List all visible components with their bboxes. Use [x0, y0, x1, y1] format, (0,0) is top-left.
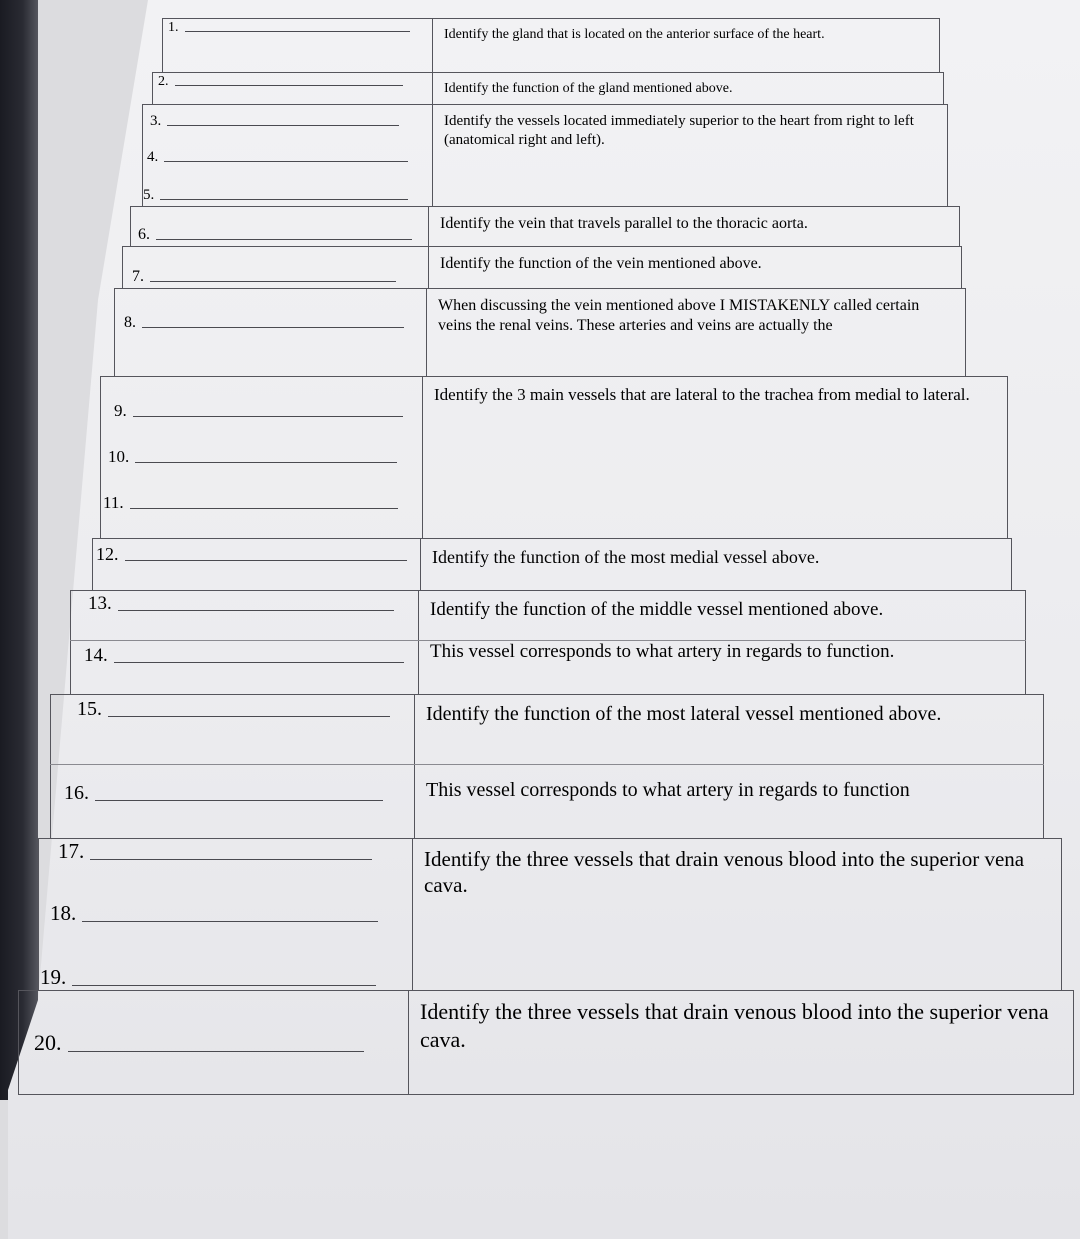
answer-line[interactable] — [64, 782, 383, 805]
item-number: 4. — [147, 149, 159, 165]
answer-line[interactable] — [103, 493, 398, 513]
answer-blank[interactable] — [160, 198, 408, 200]
answer-blank[interactable] — [90, 858, 372, 860]
question-text: Identify the function of the most medial vessel above. — [432, 547, 820, 567]
answer-blank[interactable] — [150, 280, 396, 282]
column-divider — [420, 538, 421, 590]
item-number: 14. — [84, 645, 108, 666]
answer-line[interactable] — [143, 187, 408, 204]
item-number: 12. — [96, 544, 119, 564]
column-divider — [428, 246, 429, 288]
answer-line[interactable] — [150, 113, 399, 130]
answer-line[interactable] — [147, 149, 408, 166]
answer-blank[interactable] — [133, 415, 403, 417]
answer-line[interactable] — [132, 268, 396, 286]
answer-blank[interactable] — [114, 661, 404, 663]
item-number: 7. — [132, 268, 144, 285]
answer-line[interactable] — [158, 74, 403, 90]
column-divider — [422, 376, 423, 538]
column-divider — [426, 288, 427, 376]
answer-line[interactable] — [124, 314, 404, 332]
item-number: 11. — [103, 493, 124, 512]
answer-blank[interactable] — [108, 715, 390, 717]
answer-blank[interactable] — [142, 326, 404, 328]
item-number: 15. — [77, 698, 102, 720]
background-edge — [0, 0, 38, 1100]
item-number: 10. — [108, 447, 130, 466]
item-number: 20. — [34, 1030, 62, 1055]
question-text: Identify the 3 main vessels that are lateral to the trachea from medial to lateral. — [434, 385, 970, 404]
item-number: 13. — [88, 593, 112, 614]
question-text: Identify the function of the vein mentioned above. — [440, 255, 762, 272]
answer-blank[interactable] — [175, 84, 403, 86]
column-divider — [408, 990, 409, 1094]
question-text: Identify the vessels located immediately superior to the heart from right to left (anatomical right and left). — [444, 113, 914, 148]
column-divider — [432, 104, 433, 206]
column-divider — [432, 18, 433, 72]
item-number: 9. — [114, 401, 127, 420]
answer-line[interactable] — [58, 839, 372, 864]
column-divider — [418, 590, 419, 694]
question-text: Identify the three vessels that drain venous blood into the superior vena cava. — [420, 999, 1049, 1052]
row-separator — [50, 764, 1044, 765]
row-separator — [70, 640, 1026, 641]
answer-line[interactable] — [96, 544, 407, 565]
item-number: 19. — [40, 965, 67, 989]
answer-line[interactable] — [84, 645, 404, 667]
answer-blank[interactable] — [95, 799, 383, 801]
answer-blank[interactable] — [82, 920, 378, 922]
question-text: When discussing the vein mentioned above I MISTAKENLY called certain veins the renal veins. These arteries and veins are actually the — [438, 297, 920, 334]
item-number: 2. — [158, 74, 169, 89]
column-divider — [414, 694, 415, 838]
column-divider — [412, 838, 413, 990]
answer-line[interactable] — [114, 401, 403, 421]
answer-blank[interactable] — [130, 507, 398, 509]
item-number: 1. — [168, 20, 179, 35]
answer-line[interactable] — [108, 447, 397, 467]
answer-blank[interactable] — [125, 559, 407, 561]
question-text: Identify the function of the gland mentioned above. — [444, 81, 733, 96]
item-number: 8. — [124, 314, 136, 331]
question-text: Identify the function of the middle vessel mentioned above. — [430, 599, 884, 620]
question-text: This vessel corresponds to what artery in regards to function — [426, 779, 910, 801]
answer-line[interactable] — [40, 965, 376, 990]
answer-blank[interactable] — [118, 609, 394, 611]
item-number: 16. — [64, 782, 89, 804]
answer-blank[interactable] — [156, 238, 412, 240]
answer-line[interactable] — [168, 20, 410, 36]
answer-line[interactable] — [50, 901, 378, 926]
question-text: Identify the gland that is located on the anterior surface of the heart. — [444, 27, 825, 42]
question-text: Identify the three vessels that drain venous blood into the superior vena cava. — [424, 847, 1025, 898]
item-number: 18. — [50, 901, 77, 925]
answer-blank[interactable] — [68, 1050, 364, 1052]
item-number: 17. — [58, 839, 85, 863]
answer-blank[interactable] — [185, 30, 410, 32]
item-number: 6. — [138, 226, 150, 243]
answer-line[interactable] — [88, 593, 394, 615]
column-divider — [428, 206, 429, 246]
answer-line[interactable] — [34, 1030, 364, 1056]
item-number: 5. — [143, 187, 155, 203]
question-text: Identify the function of the most lateral vessel mentioned above. — [426, 703, 942, 725]
question-text: Identify the vein that travels parallel to the thoracic aorta. — [440, 215, 808, 232]
answer-blank[interactable] — [135, 461, 397, 463]
column-divider — [432, 72, 433, 104]
answer-line[interactable] — [77, 698, 390, 721]
question-text: This vessel corresponds to what artery in regards to function. — [430, 641, 895, 662]
item-number: 3. — [150, 113, 162, 129]
answer-blank[interactable] — [72, 984, 376, 986]
answer-line[interactable] — [138, 226, 412, 244]
answer-blank[interactable] — [164, 160, 408, 162]
answer-blank[interactable] — [167, 124, 399, 126]
